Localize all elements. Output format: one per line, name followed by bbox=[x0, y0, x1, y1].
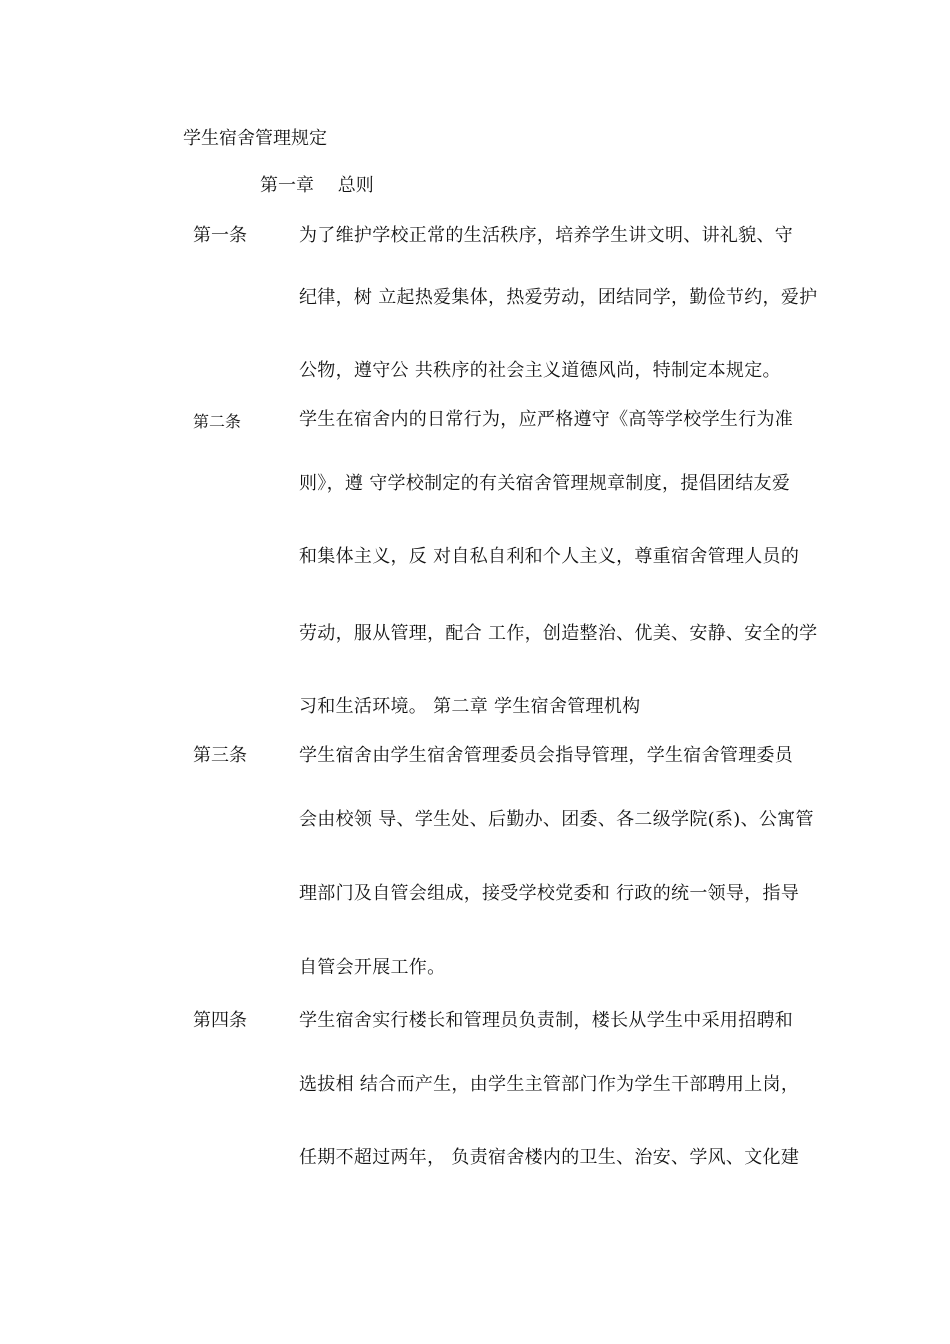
article-label: 第一条 bbox=[193, 225, 247, 246]
document-title: 学生宿舍管理规定 bbox=[183, 128, 327, 149]
article-line: 习和生活环境。 第二章 学生宿舍管理机构 bbox=[299, 696, 641, 717]
article-line: 劳动，服从管理，配合 工作，创造整治、优美、安静、安全的学 bbox=[299, 623, 818, 644]
article-line: 公物，遵守公 共秩序的社会主义道德风尚，特制定本规定。 bbox=[299, 360, 781, 381]
chapter-heading: 第一章 总则 bbox=[260, 175, 374, 196]
article-line: 为了维护学校正常的生活秩序，培养学生讲文明、讲礼貌、守 bbox=[299, 225, 794, 246]
article-line: 纪律，树 立起热爱集体，热爱劳动，团结同学，勤俭节约，爱护 bbox=[299, 287, 818, 308]
article-line: 学生宿舍实行楼长和管理员负责制，楼长从学生中采用招聘和 bbox=[299, 1010, 794, 1031]
article-line: 选拔相 结合而产生，由学生主管部门作为学生干部聘用上岗， bbox=[299, 1074, 800, 1095]
article-label: 第二条 bbox=[193, 412, 242, 431]
article-line: 理部门及自管会组成，接受学校党委和 行政的统一领导，指导 bbox=[299, 883, 800, 904]
article-line: 学生宿舍由学生宿舍管理委员会指导管理，学生宿舍管理委员 bbox=[299, 745, 794, 766]
article-line: 自管会开展工作。 bbox=[299, 957, 446, 978]
article-line: 和集体主义，反 对自私自利和个人主义，尊重宿舍管理人员的 bbox=[299, 546, 800, 567]
article-line: 则》，遵 守学校制定的有关宿舍管理规章制度，提倡团结友爱 bbox=[299, 473, 791, 494]
article-line: 会由校领 导、学生处、后勤办、团委、各二级学院(系)、公寓管 bbox=[299, 809, 814, 830]
article-label: 第四条 bbox=[193, 1010, 247, 1031]
article-label: 第三条 bbox=[193, 745, 247, 766]
article-line: 任期不超过两年， 负责宿舍楼内的卫生、治安、学风、文化建 bbox=[299, 1147, 800, 1168]
article-line: 学生在宿舍内的日常行为，应严格遵守《高等学校学生行为准 bbox=[299, 409, 794, 430]
